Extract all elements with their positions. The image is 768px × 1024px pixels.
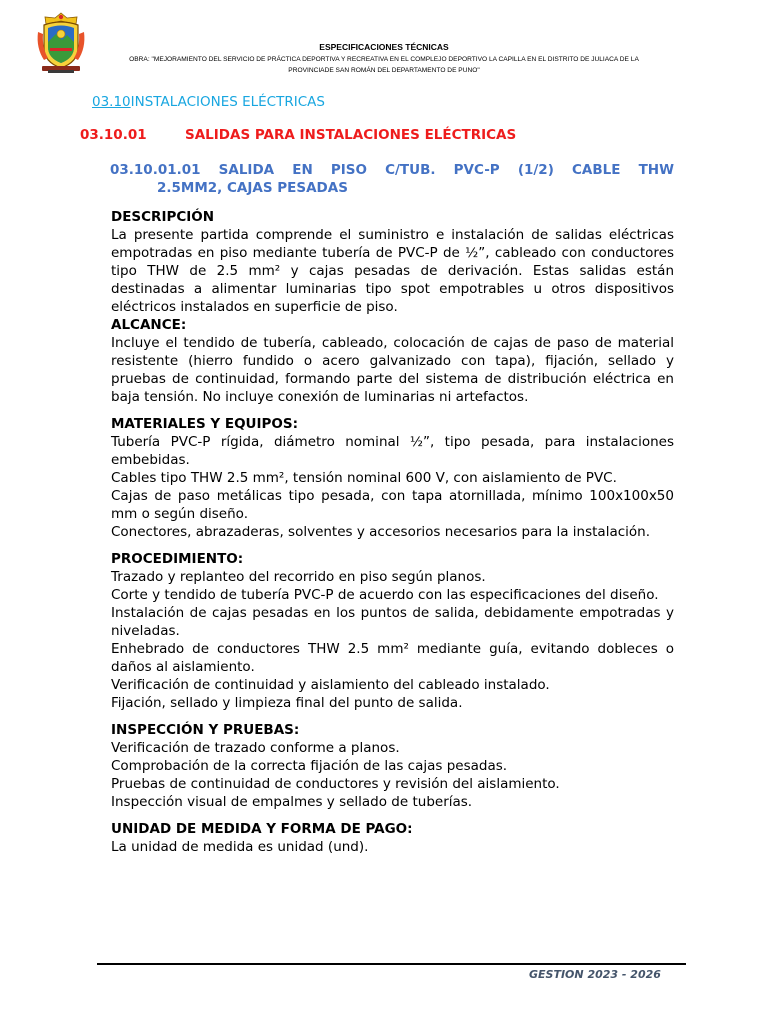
heading-word: CABLE <box>571 162 621 178</box>
document-header <box>92 42 676 76</box>
section-heading-level-1 <box>92 94 325 110</box>
section-heading-level-3-line-1 <box>110 161 674 179</box>
list-item: Corte y tendido de tubería PVC-P de acuerdo con las especificaciones del diseño. <box>111 587 659 603</box>
section-heading-level-2 <box>80 127 516 143</box>
descripcion-heading: DESCRIPCIÓN <box>111 209 215 225</box>
alcance-heading: ALCANCE: <box>111 317 187 333</box>
municipal-coat-of-arms-logo <box>36 12 86 74</box>
list-item: Instalación de cajas pesadas en los puntos de salida, debidamente empotradas y niveladas. <box>111 605 674 639</box>
list-item: Conectores, abrazaderas, solventes y accesorios necesarios para la instalación. <box>111 524 650 540</box>
list-item: Verificación de trazado conforme a planos. <box>111 740 400 756</box>
heading-word: PISO <box>330 162 367 178</box>
heading-word: EN <box>292 162 313 178</box>
section-number-level-1: 03.10 <box>92 94 131 110</box>
list-item: Tubería PVC-P rígida, diámetro nominal ½”, tipo pesada, para instalaciones embebidas. <box>111 434 674 468</box>
section-title-level-1: INSTALACIONES ELÉCTRICAS <box>130 94 325 110</box>
list-item: Fijación, sellado y limpieza final del punto de salida. <box>111 695 463 711</box>
section-number-level-2: 03.10.01 <box>80 127 147 143</box>
section-heading-level-3 <box>110 161 674 197</box>
list-item: Cables tipo THW 2.5 mm², tensión nominal 600 V, con aislamiento de PVC. <box>111 470 617 486</box>
list-item: Pruebas de continuidad de conductores y revisión del aislamiento. <box>111 776 560 792</box>
alcance-paragraph: Incluye el tendido de tubería, cableado, colocación de cajas de paso de material resistente (hierro fundido o acero galvanizado con tapa), fijación, sellado y pruebas de continuidad, formando parte del sistema de distribución eléctrica en baja tensión. No incluye conexión de luminarias ni artefactos. <box>111 335 674 405</box>
heading-word: SALIDA <box>218 162 275 178</box>
heading-word: (1/2) <box>517 162 554 178</box>
materiales-heading: MATERIALES Y EQUIPOS: <box>111 416 299 432</box>
footer-divider <box>97 963 686 965</box>
heading-word: C/TUB. <box>385 162 436 178</box>
section-heading-level-3-line-2: 2.5MM2, CAJAS PESADAS <box>157 180 348 196</box>
header-subtitle-line-1: OBRA: "MEJORAMIENTO DEL SERVICIO DE PRÁCTICA DEPORTIVA Y RECREATIVA EN EL COMPLEJO DEPORTIVO LA CAPILLA EN EL DISTRITO DE JULIACA DE LA <box>129 56 639 63</box>
list-item: Comprobación de la correcta fijación de las cajas pesadas. <box>111 758 508 774</box>
descripcion-paragraph: La presente partida comprende el suministro e instalación de salidas eléctricas empotradas en piso mediante tubería de PVC-P de ½”, cableado con conductores tipo THW de 2.5 mm² y cajas pesadas de derivación. Estas salidas están destinadas a alimentar luminarias tipo spot empotrables u otros dispositivos eléctricos instalados en superficie de piso. <box>111 227 674 315</box>
heading-word: 03.10.01.01 <box>110 162 201 178</box>
inspeccion-heading: INSPECCIÓN Y PRUEBAS: <box>111 722 300 738</box>
header-subtitle-line-2: PROVINCIADE SAN ROMÁN DEL DEPARTAMENTO DE PUNO" <box>288 67 480 74</box>
footer-text: GESTION 2023 - 2026 <box>529 968 661 981</box>
unidad-paragraph: La unidad de medida es unidad (und). <box>111 839 369 855</box>
list-item: Trazado y replanteo del recorrido en piso según planos. <box>111 569 486 585</box>
procedimiento-heading: PROCEDIMIENTO: <box>111 551 244 567</box>
header-title: ESPECIFICACIONES TÉCNICAS <box>319 42 449 52</box>
list-item: Verificación de continuidad y aislamiento del cableado instalado. <box>111 677 550 693</box>
document-body <box>111 208 674 856</box>
list-item: Inspección visual de empalmes y sellado de tuberías. <box>111 794 473 810</box>
section-title-level-2: SALIDAS PARA INSTALACIONES ELÉCTRICAS <box>185 127 517 143</box>
heading-word: PVC-P <box>453 162 500 178</box>
unidad-heading: UNIDAD DE MEDIDA Y FORMA DE PAGO: <box>111 821 413 837</box>
list-item: Cajas de paso metálicas tipo pesada, con tapa atornillada, mínimo 100x100x50 mm o según diseño. <box>111 488 674 522</box>
list-item: Enhebrado de conductores THW 2.5 mm² mediante guía, evitando dobleces o daños al aislamiento. <box>111 641 674 675</box>
heading-word: THW <box>638 162 674 178</box>
